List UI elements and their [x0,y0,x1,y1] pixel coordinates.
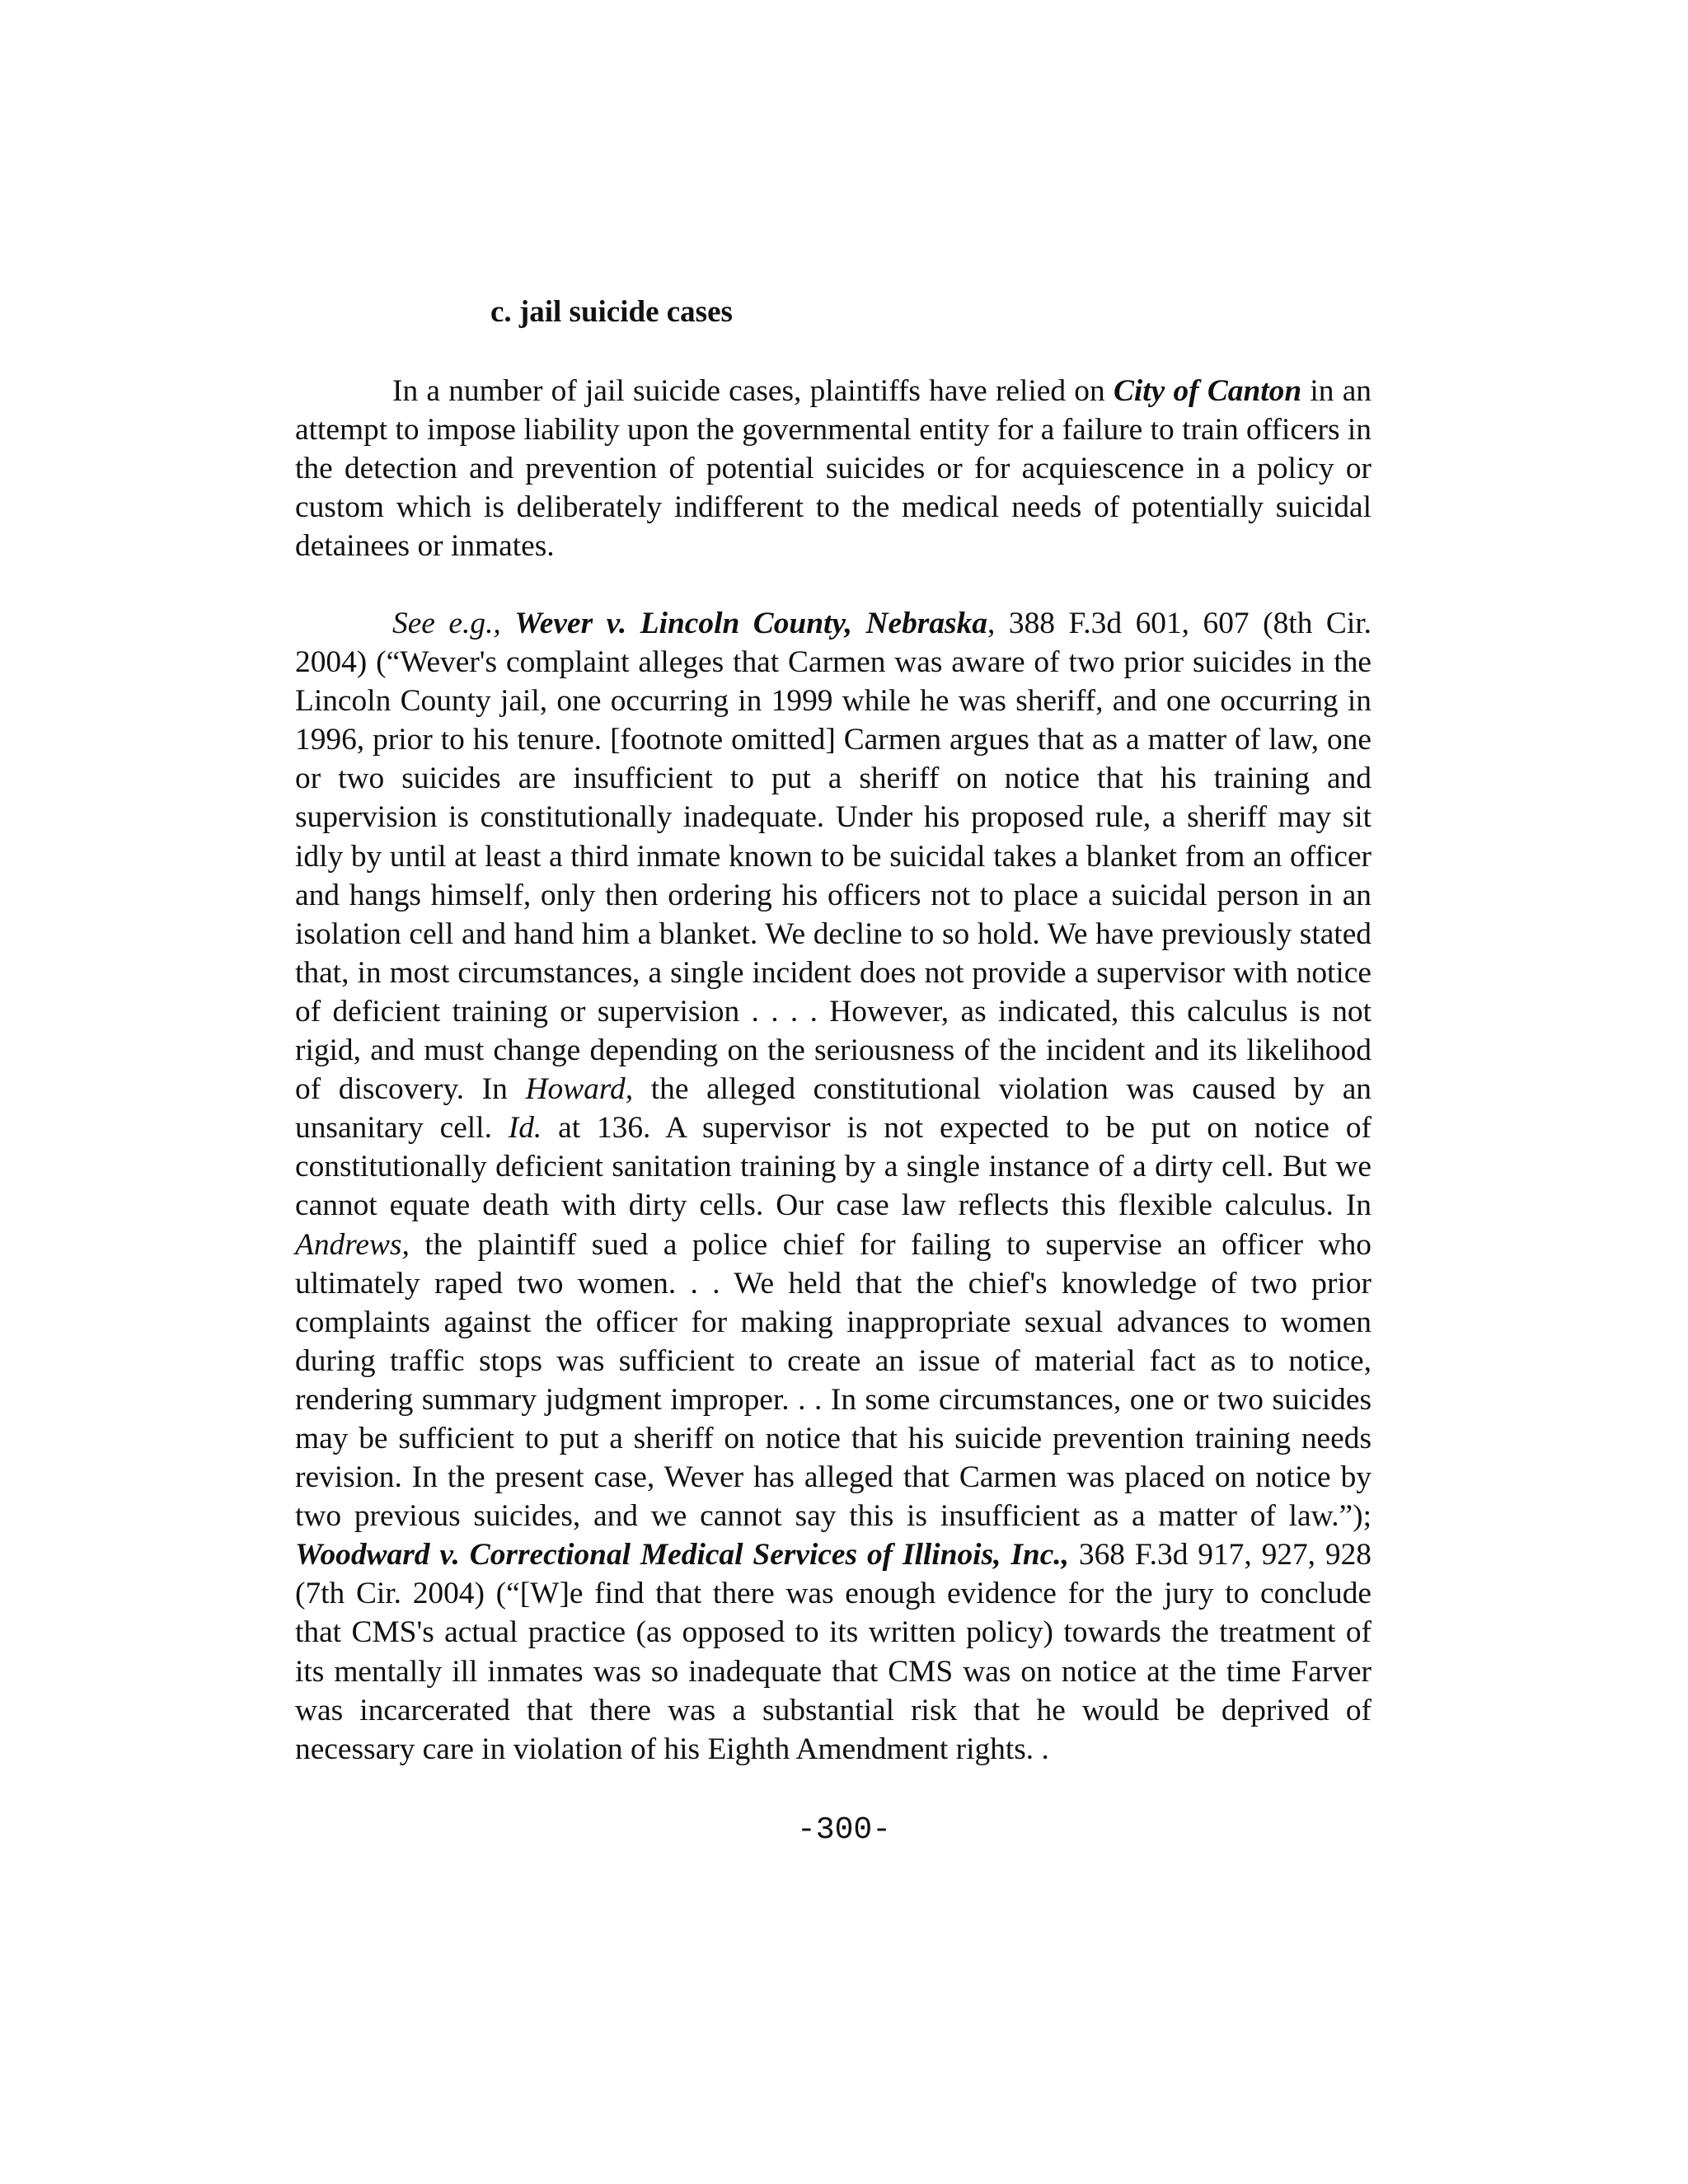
paragraph-intro-text-1: In a number of jail suicide cases, plaintiffs have relied on [392,374,1114,408]
case-name-wever: Wever v. Lincoln County, Nebraska [514,607,987,640]
citation-text-5: the plaintiff sued a police chief for failing to supervise an officer who ultimately raped two women. . . We held that the chief's knowledge of two prior complaints against the officer for making inappropriate sexual advances to women during traffic stops was sufficient to create an issue of material fact as to notice, rendering summary judgment improper. . . In some circumstances, one or two suicides may be sufficient to put a sheriff on notice that his suicide prevention training needs revision. In the present case, Wever has alleged that Carmen was placed on notice by two previous suicides, and we cannot say this is insufficient as a matter of law.”); [295,1227,1372,1534]
citation-text-2: , 388 F.3d 601, 607 (8th Cir. 2004) (“Wever's complaint alleges that Carmen was aware of two prior suicides in the Lincoln County jail, one occurring in 1999 while he was sheriff, and one occurring in 1996, prior to his tenure. [footnote omitted] Carmen argues that as a matter of law, one or two suicides are insufficient to put a sheriff on notice that his training and supervision is constitutionally inadequate. Under his proposed rule, a sheriff may sit idly by until at least a third inmate known to be suicidal takes a blanket from an officer and hangs himself, only then ordering his officers not to place a suicidal person in an isolation cell and hand him a blanket. We decline to so hold. We have previously stated that, in most circumstances, a single incident does not provide a supervisor with notice of deficient training or supervision . . . . However, as indicated, this calculus is not rigid, and must change depending on the seriousness of the incident and its likelihood of discovery. In [295,607,1372,1107]
citation-signal: See e.g., [392,607,501,640]
section-heading: c. jail suicide cases [490,295,733,329]
case-ref-howard: Howard, [525,1072,634,1107]
case-name-city-of-canton: City of Canton [1113,374,1302,408]
paragraph-citations [295,604,1372,1769]
citation-text-4: at 136. A supervisor is not expected to be put on notice of constitutionally deficient sanitation training by a single instance of a dirty cell. But we cannot equate death with dirty cells. Our case law reflects this flexible calculus. In [295,1111,1372,1223]
paragraph-intro-text-2: in an attempt to impose liability upon the governmental entity for a failure to train officers in the detection and prevention of potential suicides or for acquiescence in a policy or custom which is deliberately indifferent to the medical needs of potentially suicidal detainees or inmates. [295,374,1372,564]
citation-text-1 [501,607,515,640]
page-number: -300- [796,1812,892,1848]
citation-text-6: 368 F.3d 917, 927, 928 (7th Cir. 2004) (“[W]e find that there was enough evidence for the jury to conclude that CMS's actual practice (as opposed to its written policy) towards the treatment of its mentally ill inmates was so inadequate that CMS was on notice at the time Farver was incarcerated that there was a substantial risk that he would be deprived of necessary care in violation of his Eighth Amendment rights. . [295,1538,1372,1766]
paragraph-intro [295,372,1372,565]
case-ref-andrews: Andrews, [295,1227,410,1262]
citation-text-3: the alleged constitutional violation was caused by an unsanitary cell. [295,1072,1372,1146]
id-reference: Id. [508,1111,542,1146]
case-name-woodward: Woodward v. Correctional Medical Services of Illinois, Inc., [295,1538,1069,1572]
